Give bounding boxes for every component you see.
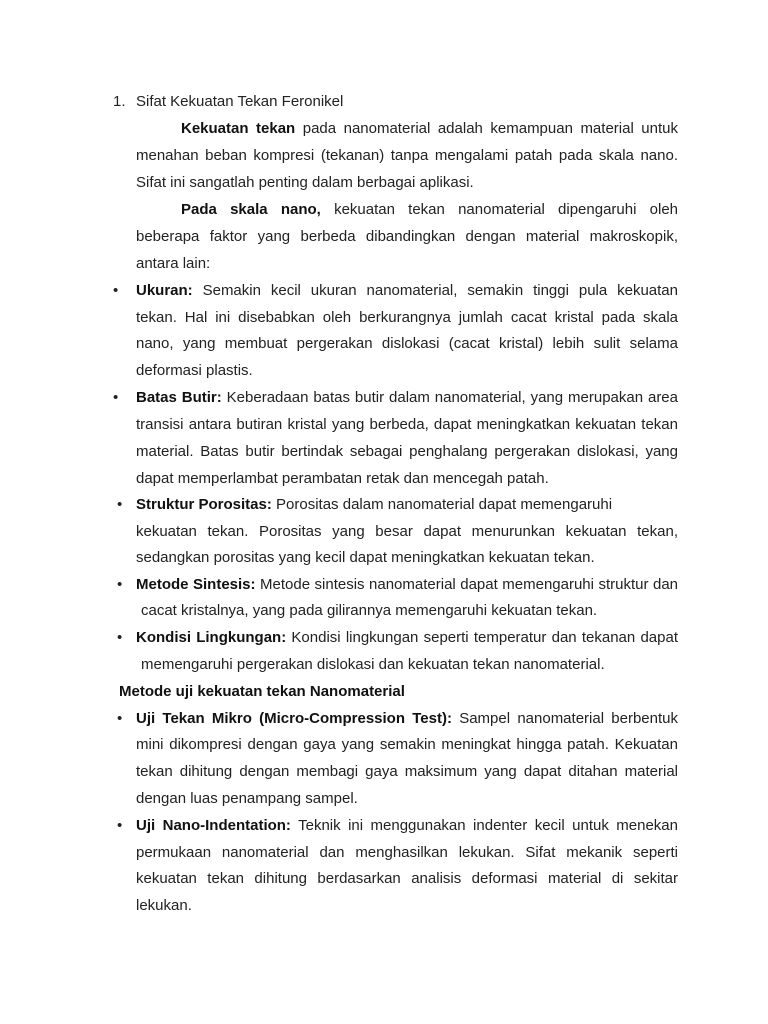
factor-batas-butir-line-3: material. Batas butir bertindak sebagai penghalang pergerakan dislokasi, yang <box>136 443 678 460</box>
section-title: Sifat Kekuatan Tekan Feronikel <box>136 93 344 110</box>
factor-term: Metode Sintesis: <box>136 576 256 593</box>
method-term: Uji Nano-Indentation: <box>136 817 291 834</box>
factor-batas-butir-line-2: transisi antara butiran kristal yang berbeda, dapat meningkatkan kekuatan tekan <box>136 416 678 433</box>
factor-term: Batas Butir: <box>136 389 222 406</box>
bullet-icon: • <box>117 576 123 593</box>
bullet-icon: • <box>113 389 119 406</box>
factor-ukuran-line-2: tekan. Hal ini disebabkan oleh berkurangnya jumlah cacat kristal pada skala <box>136 309 678 326</box>
method-micro-line-4: dengan luas penampang sampel. <box>136 790 358 807</box>
factor-term: Ukuran: <box>136 282 193 299</box>
factor-ukuran-line-4: deformasi plastis. <box>136 362 253 379</box>
bullet-icon: • <box>117 496 123 513</box>
paragraph-1-line-2: menahan beban kompresi (tekanan) tanpa mengalami patah pada skala nano. <box>136 147 678 164</box>
bullet-icon: • <box>117 629 123 646</box>
paragraph-1-lead: Kekuatan tekan <box>181 120 296 137</box>
factor-term: Kondisi Lingkungan: <box>136 629 287 646</box>
paragraph-2-line-1: Pada skala nano, kekuatan tekan nanomaterial dipengaruhi oleh <box>181 201 678 218</box>
factor-lingkungan-line-2: memengaruhi pergerakan dislokasi dan kekuatan tekan nanomaterial. <box>141 656 605 673</box>
method-nano-line-2: permukaan nanomaterial dan menghasilkan lekukan. Sifat mekanik seperti <box>136 844 678 861</box>
paragraph-1-line-3: Sifat ini sangatlah penting dalam berbagai aplikasi. <box>136 174 474 191</box>
factor-sintesis-line-2: cacat kristalnya, yang pada gilirannya memengaruhi kekuatan tekan. <box>141 602 598 619</box>
factor-sintesis-line-1: Metode Sintesis: Metode sintesis nanomaterial dapat memengaruhi struktur dan <box>136 576 678 593</box>
method-nano-line-4: lekukan. <box>136 897 192 914</box>
paragraph-2-lead: Pada skala nano, <box>181 201 321 218</box>
factor-term: Struktur Porositas: <box>136 496 272 513</box>
method-nano-line-1: Uji Nano-Indentation: Teknik ini menggunakan indenter kecil untuk menekan <box>136 817 678 834</box>
factor-porositas-line-1: Struktur Porositas: Porositas dalam nanomaterial dapat memengaruhi <box>136 496 613 513</box>
method-micro-line-3: tekan dihitung dengan membagi gaya maksimum yang dapat ditahan material <box>136 763 678 780</box>
method-nano-line-3: kekuatan tekan dihitung berdasarkan analisis deformasi material di sekitar <box>136 870 678 887</box>
section-number: 1. <box>113 93 126 110</box>
bullet-icon: • <box>117 817 123 834</box>
paragraph-1-line-1: Kekuatan tekan pada nanomaterial adalah kemampuan material untuk <box>181 120 678 137</box>
method-term: Uji Tekan Mikro (Micro-Compression Test): <box>136 710 452 727</box>
factor-ukuran-line-1: Ukuran: Semakin kecil ukuran nanomaterial, semakin tinggi pula kekuatan <box>136 282 678 299</box>
factor-porositas-line-3: sedangkan porositas yang kecil dapat meningkatkan kekuatan tekan. <box>136 549 595 566</box>
method-micro-line-2: mini dikompresi dengan gaya yang semakin meningkat hingga patah. Kekuatan <box>136 736 678 753</box>
paragraph-2-line-3: antara lain: <box>136 255 211 272</box>
paragraph-2-line-2: beberapa faktor yang berbeda dibandingkan dengan material makroskopik, <box>136 228 678 245</box>
factor-lingkungan-line-1: Kondisi Lingkungan: Kondisi lingkungan seperti temperatur dan tekanan dapat <box>136 629 678 646</box>
factor-batas-butir-line-4: dapat memperlambat perambatan retak dan mencegah patah. <box>136 470 549 487</box>
factor-ukuran-line-3: nano, yang membuat pergerakan dislokasi (cacat kristal) lebih sulit selama <box>136 335 678 352</box>
methods-heading: Metode uji kekuatan tekan Nanomaterial <box>119 683 405 700</box>
method-micro-line-1: Uji Tekan Mikro (Micro-Compression Test): Sampel nanomaterial berbentuk <box>136 710 678 727</box>
factor-porositas-line-2: kekuatan tekan. Porositas yang besar dapat menurunkan kekuatan tekan, <box>136 523 678 540</box>
factor-batas-butir-line-1: Batas Butir: Keberadaan batas butir dalam nanomaterial, yang merupakan area <box>136 389 678 406</box>
bullet-icon: • <box>113 282 119 299</box>
bullet-icon: • <box>117 710 123 727</box>
